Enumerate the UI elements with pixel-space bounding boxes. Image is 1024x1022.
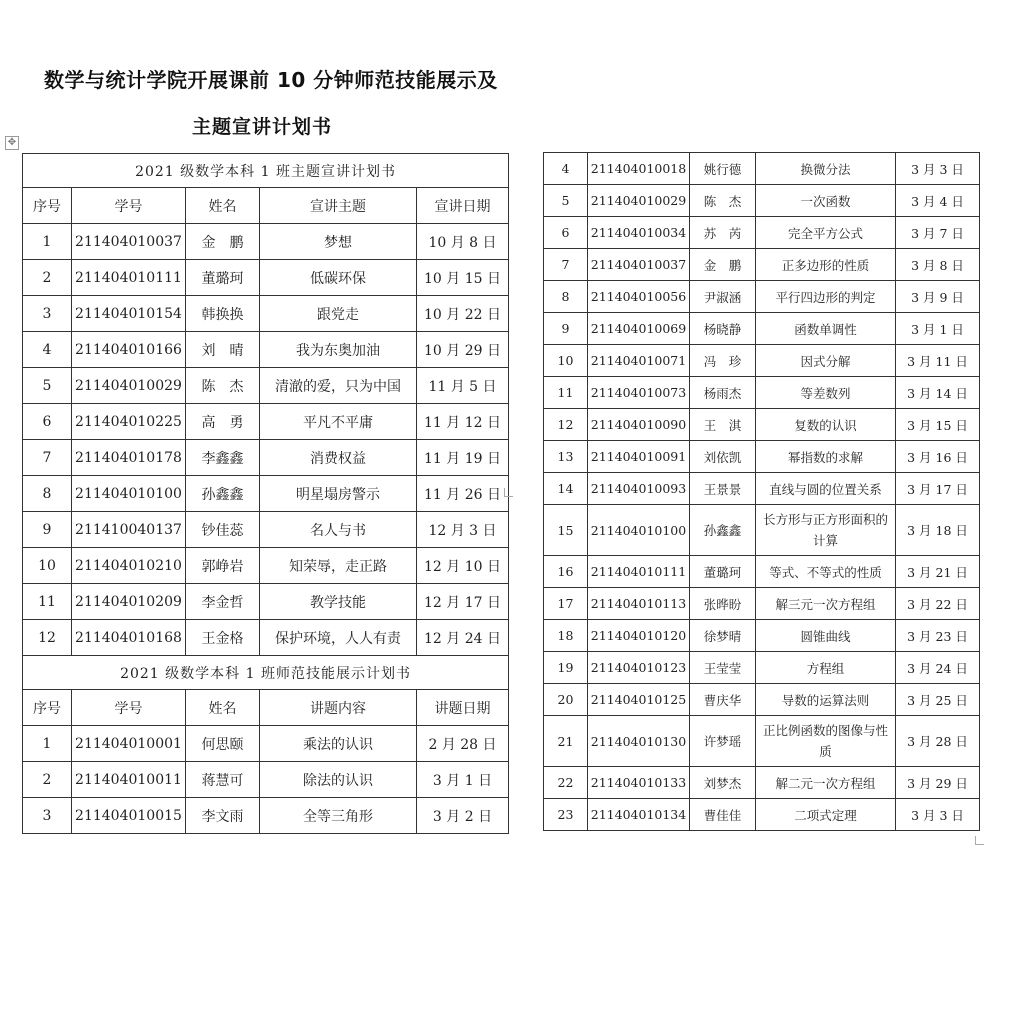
student-id-cell: 211404010123: [588, 652, 690, 684]
name-cell: 钞佳蕊: [186, 512, 260, 548]
student-id-cell: 211404010037: [72, 224, 186, 260]
topic-cell: 跟党走: [260, 296, 417, 332]
seq-cell: 17: [544, 588, 588, 620]
topic-cell: 幂指数的求解: [756, 441, 896, 473]
column-header: 序号: [23, 690, 72, 726]
table-row: [544, 652, 980, 684]
seq-cell: 9: [23, 512, 72, 548]
date-cell: 11 月 12 日: [417, 404, 509, 440]
name-cell: 杨晓静: [690, 313, 756, 345]
seq-cell: 7: [544, 249, 588, 281]
name-cell: 董璐珂: [690, 556, 756, 588]
student-id-cell: 211404010034: [588, 217, 690, 249]
table-row: [23, 224, 509, 260]
name-cell: 许梦瑶: [690, 716, 756, 767]
student-id-cell: 211404010209: [72, 584, 186, 620]
seq-cell: 5: [544, 185, 588, 217]
date-cell: 3 月 11 日: [896, 345, 980, 377]
name-cell: 董璐珂: [186, 260, 260, 296]
seq-cell: 22: [544, 767, 588, 799]
student-id-cell: 211404010225: [72, 404, 186, 440]
column-header: 学号: [72, 188, 186, 224]
student-id-cell: 211404010100: [72, 476, 186, 512]
student-id-cell: 211404010133: [588, 767, 690, 799]
name-cell: 曹庆华: [690, 684, 756, 716]
date-cell: 3 月 16 日: [896, 441, 980, 473]
table-row: [23, 332, 509, 368]
section1-caption: 2021 级数学本科 1 班主题宣讲计划书: [23, 154, 509, 188]
section1-header-row: [23, 188, 509, 224]
table-row: [544, 767, 980, 799]
table-row: [23, 260, 509, 296]
date-cell: 3 月 23 日: [896, 620, 980, 652]
table-row: [544, 620, 980, 652]
date-cell: 3 月 28 日: [896, 716, 980, 767]
student-id-cell: 211404010056: [588, 281, 690, 313]
table-row: [23, 368, 509, 404]
seq-cell: 4: [23, 332, 72, 368]
student-id-cell: 211404010210: [72, 548, 186, 584]
name-cell: 郭峥岩: [186, 548, 260, 584]
date-cell: 3 月 1 日: [417, 762, 509, 798]
column-header: 学号: [72, 690, 186, 726]
student-id-cell: 211404010071: [588, 345, 690, 377]
name-cell: 刘依凯: [690, 441, 756, 473]
student-id-cell: 211404010130: [588, 716, 690, 767]
seq-cell: 10: [544, 345, 588, 377]
seq-cell: 5: [23, 368, 72, 404]
table-row: [23, 762, 509, 798]
topic-cell: 消费权益: [260, 440, 417, 476]
seq-cell: 12: [23, 620, 72, 656]
name-cell: 孙鑫鑫: [690, 505, 756, 556]
table-row: [544, 153, 980, 185]
name-cell: 王金格: [186, 620, 260, 656]
section2-caption-row: [23, 656, 509, 690]
topic-cell: 导数的运算法则: [756, 684, 896, 716]
seq-cell: 12: [544, 409, 588, 441]
table-row: [544, 588, 980, 620]
name-cell: 王莹莹: [690, 652, 756, 684]
date-cell: 11 月 5 日: [417, 368, 509, 404]
student-id-cell: 211404010037: [588, 249, 690, 281]
student-id-cell: 211404010090: [588, 409, 690, 441]
page-corner-mark: [975, 836, 984, 845]
name-cell: 金 鹏: [690, 249, 756, 281]
table-row: [544, 556, 980, 588]
student-id-cell: 211404010111: [72, 260, 186, 296]
topic-cell: 低碳环保: [260, 260, 417, 296]
date-cell: 12 月 17 日: [417, 584, 509, 620]
date-cell: 2 月 28 日: [417, 726, 509, 762]
name-cell: 陈 杰: [690, 185, 756, 217]
name-cell: 陈 杰: [186, 368, 260, 404]
topic-cell: 平行四边形的判定: [756, 281, 896, 313]
student-id-cell: 211404010015: [72, 798, 186, 834]
name-cell: 刘梦杰: [690, 767, 756, 799]
page-corner-mark: [504, 488, 513, 497]
name-cell: 何思颐: [186, 726, 260, 762]
table-row: [23, 620, 509, 656]
student-id-cell: 211404010011: [72, 762, 186, 798]
date-cell: 10 月 15 日: [417, 260, 509, 296]
name-cell: 冯 珍: [690, 345, 756, 377]
table-row: [23, 584, 509, 620]
seq-cell: 4: [544, 153, 588, 185]
date-cell: 3 月 29 日: [896, 767, 980, 799]
student-id-cell: 211404010166: [72, 332, 186, 368]
topic-cell: 复数的认识: [756, 409, 896, 441]
date-cell: 3 月 2 日: [417, 798, 509, 834]
table-row: [544, 409, 980, 441]
name-cell: 王 淇: [690, 409, 756, 441]
date-cell: 10 月 8 日: [417, 224, 509, 260]
topic-cell: 解二元一次方程组: [756, 767, 896, 799]
student-id-cell: 211404010120: [588, 620, 690, 652]
seq-cell: 1: [23, 726, 72, 762]
seq-cell: 11: [23, 584, 72, 620]
table-row: [23, 726, 509, 762]
date-cell: 3 月 24 日: [896, 652, 980, 684]
section1-caption-row: [23, 154, 509, 188]
student-id-cell: 211404010069: [588, 313, 690, 345]
student-id-cell: 211404010113: [588, 588, 690, 620]
topic-cell: 方程组: [756, 652, 896, 684]
name-cell: 孙鑫鑫: [186, 476, 260, 512]
student-id-cell: 211404010125: [588, 684, 690, 716]
table-row: [23, 798, 509, 834]
name-cell: 李金哲: [186, 584, 260, 620]
date-cell: 3 月 3 日: [896, 153, 980, 185]
name-cell: 苏 芮: [690, 217, 756, 249]
table-row: [544, 217, 980, 249]
name-cell: 尹淑涵: [690, 281, 756, 313]
seq-cell: 8: [23, 476, 72, 512]
table-row: [544, 185, 980, 217]
date-cell: 3 月 21 日: [896, 556, 980, 588]
table-row: [544, 684, 980, 716]
topic-cell: 圆锥曲线: [756, 620, 896, 652]
date-cell: 3 月 3 日: [896, 799, 980, 831]
topic-cell: 正比例函数的图像与性质: [756, 716, 896, 767]
column-header: 序号: [23, 188, 72, 224]
student-id-cell: 211404010029: [588, 185, 690, 217]
name-cell: 刘 晴: [186, 332, 260, 368]
name-cell: 蒋慧可: [186, 762, 260, 798]
student-id-cell: 211410040137: [72, 512, 186, 548]
topic-cell: 全等三角形: [260, 798, 417, 834]
topic-cell: 除法的认识: [260, 762, 417, 798]
seq-cell: 9: [544, 313, 588, 345]
table-row: [544, 799, 980, 831]
date-cell: 3 月 18 日: [896, 505, 980, 556]
table-row: [23, 404, 509, 440]
date-cell: 3 月 1 日: [896, 313, 980, 345]
student-id-cell: 211404010134: [588, 799, 690, 831]
table-row: [544, 345, 980, 377]
name-cell: 曹佳佳: [690, 799, 756, 831]
seq-cell: 7: [23, 440, 72, 476]
section2-caption: 2021 级数学本科 1 班师范技能展示计划书: [23, 656, 509, 690]
date-cell: 3 月 17 日: [896, 473, 980, 505]
topic-cell: 正多边形的性质: [756, 249, 896, 281]
student-id-cell: 211404010100: [588, 505, 690, 556]
seq-cell: 19: [544, 652, 588, 684]
student-id-cell: 211404010029: [72, 368, 186, 404]
seq-cell: 3: [23, 296, 72, 332]
student-id-cell: 211404010091: [588, 441, 690, 473]
topic-cell: 函数单调性: [756, 313, 896, 345]
date-cell: 3 月 15 日: [896, 409, 980, 441]
name-cell: 王景景: [690, 473, 756, 505]
table-row: [544, 313, 980, 345]
topic-cell: 教学技能: [260, 584, 417, 620]
table-row: [544, 281, 980, 313]
column-header: 宣讲日期: [417, 188, 509, 224]
seq-cell: 2: [23, 260, 72, 296]
column-header: 讲题日期: [417, 690, 509, 726]
document-title-line2: 主题宣讲计划书: [192, 116, 333, 138]
topic-cell: 等差数列: [756, 377, 896, 409]
student-id-cell: 211404010111: [588, 556, 690, 588]
name-cell: 韩换换: [186, 296, 260, 332]
column-header: 姓名: [186, 188, 260, 224]
seq-cell: 16: [544, 556, 588, 588]
topic-cell: 因式分解: [756, 345, 896, 377]
seq-cell: 10: [23, 548, 72, 584]
student-id-cell: 211404010178: [72, 440, 186, 476]
column-header: 宣讲主题: [260, 188, 417, 224]
date-cell: 10 月 29 日: [417, 332, 509, 368]
table-row: [544, 716, 980, 767]
seq-cell: 18: [544, 620, 588, 652]
student-id-cell: 211404010093: [588, 473, 690, 505]
topic-cell: 名人与书: [260, 512, 417, 548]
document-title-line1: 数学与统计学院开展课前 10 分钟师范技能展示及: [44, 68, 498, 92]
topic-cell: 保护环境，人人有责: [260, 620, 417, 656]
name-cell: 李鑫鑫: [186, 440, 260, 476]
seq-cell: 23: [544, 799, 588, 831]
student-id-cell: 211404010154: [72, 296, 186, 332]
name-cell: 徐梦晴: [690, 620, 756, 652]
topic-cell: 完全平方公式: [756, 217, 896, 249]
date-cell: 11 月 19 日: [417, 440, 509, 476]
topic-cell: 直线与圆的位置关系: [756, 473, 896, 505]
name-cell: 姚行德: [690, 153, 756, 185]
student-id-cell: 211404010168: [72, 620, 186, 656]
seq-cell: 21: [544, 716, 588, 767]
name-cell: 高 勇: [186, 404, 260, 440]
topic-cell: 梦想: [260, 224, 417, 260]
date-cell: 12 月 10 日: [417, 548, 509, 584]
date-cell: 3 月 25 日: [896, 684, 980, 716]
table-row: [23, 296, 509, 332]
topic-cell: 清澈的爱，只为中国: [260, 368, 417, 404]
topic-cell: 我为东奥加油: [260, 332, 417, 368]
topic-cell: 换微分法: [756, 153, 896, 185]
date-cell: 12 月 3 日: [417, 512, 509, 548]
topic-cell: 解三元一次方程组: [756, 588, 896, 620]
student-id-cell: 211404010018: [588, 153, 690, 185]
table-row: [544, 377, 980, 409]
date-cell: 3 月 4 日: [896, 185, 980, 217]
topic-cell: 平凡不平庸: [260, 404, 417, 440]
table-row: [23, 440, 509, 476]
date-cell: 3 月 22 日: [896, 588, 980, 620]
student-id-cell: 211404010073: [588, 377, 690, 409]
table-row: [544, 473, 980, 505]
seq-cell: 20: [544, 684, 588, 716]
topic-cell: 明星塌房警示: [260, 476, 417, 512]
topic-cell: 一次函数: [756, 185, 896, 217]
date-cell: 3 月 8 日: [896, 249, 980, 281]
seq-cell: 6: [23, 404, 72, 440]
table-row: [544, 505, 980, 556]
date-cell: 3 月 9 日: [896, 281, 980, 313]
date-cell: 11 月 26 日: [417, 476, 509, 512]
column-header: 讲题内容: [260, 690, 417, 726]
topic-cell: 知荣辱，走正路: [260, 548, 417, 584]
topic-cell: 长方形与正方形面积的计算: [756, 505, 896, 556]
right-schedule-table: [543, 152, 980, 831]
topic-cell: 二项式定理: [756, 799, 896, 831]
date-cell: 10 月 22 日: [417, 296, 509, 332]
date-cell: 12 月 24 日: [417, 620, 509, 656]
date-cell: 3 月 14 日: [896, 377, 980, 409]
seq-cell: 3: [23, 798, 72, 834]
seq-cell: 2: [23, 762, 72, 798]
table-row: [544, 249, 980, 281]
name-cell: 张晔盼: [690, 588, 756, 620]
table-row: [544, 441, 980, 473]
seq-cell: 14: [544, 473, 588, 505]
seq-cell: 11: [544, 377, 588, 409]
table-row: [23, 512, 509, 548]
topic-cell: 等式、不等式的性质: [756, 556, 896, 588]
seq-cell: 8: [544, 281, 588, 313]
column-header: 姓名: [186, 690, 260, 726]
name-cell: 金 鹏: [186, 224, 260, 260]
seq-cell: 15: [544, 505, 588, 556]
student-id-cell: 211404010001: [72, 726, 186, 762]
seq-cell: 6: [544, 217, 588, 249]
left-schedule-table: [22, 153, 509, 834]
date-cell: 3 月 7 日: [896, 217, 980, 249]
seq-cell: 1: [23, 224, 72, 260]
move-anchor-icon[interactable]: ✥: [5, 136, 19, 150]
topic-cell: 乘法的认识: [260, 726, 417, 762]
name-cell: 李文雨: [186, 798, 260, 834]
seq-cell: 13: [544, 441, 588, 473]
table-row: [23, 548, 509, 584]
section2-header-row: [23, 690, 509, 726]
name-cell: 杨雨杰: [690, 377, 756, 409]
table-row: [23, 476, 509, 512]
